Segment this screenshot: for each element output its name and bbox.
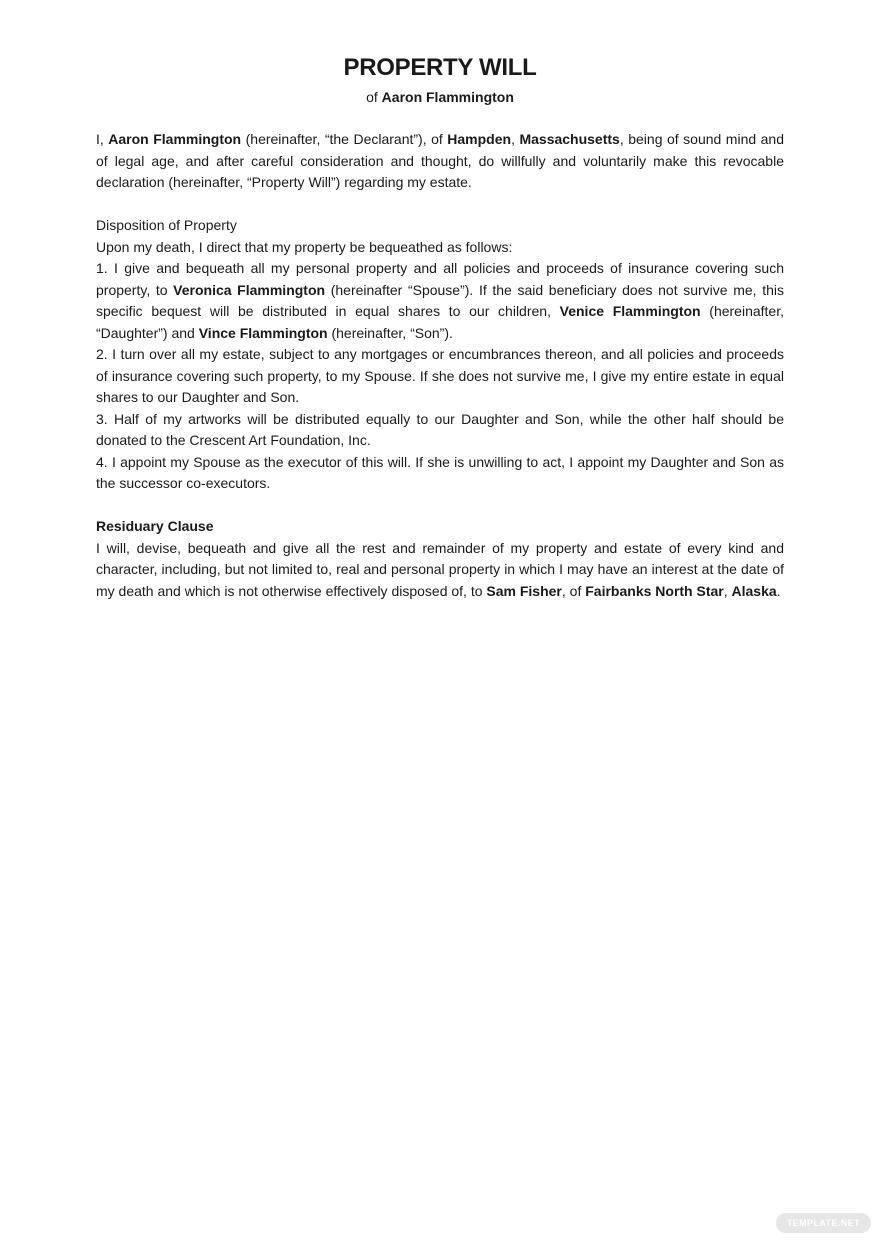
item1-text-2: (hereinafter “Spouse”). If the said beneficiary does not survive me, this specific bequest will be distributed in equal shares to our children, — [96, 281, 784, 319]
subtitle-prefix: of — [366, 89, 382, 105]
disposition-item-3: 3. Half of my artworks will be distributed equally to our Daughter and Son, while the other half should be donated to the Crescent Art Foundation, Inc. — [96, 410, 784, 448]
testator-name: Aaron Flammington — [381, 89, 514, 105]
residuary-text-2: , of — [561, 582, 586, 599]
intro-paragraph — [96, 129, 784, 194]
residuary-heading: Residuary Clause — [96, 518, 214, 534]
intro-text-3: , — [511, 131, 520, 147]
item1-text-1: 1. I give and bequeath all my personal property and all policies and proceeds of insurance covering such property, to — [96, 260, 784, 298]
item1-text-3: (hereinafter, “Daughter”) and — [96, 303, 784, 341]
declarant-state: Massachusetts — [519, 131, 620, 147]
watermark-badge: TEMPLATE.NET — [776, 1213, 871, 1233]
intro-text-2: (hereinafter, “the Declarant”), of — [241, 131, 448, 147]
document-subtitle — [0, 88, 880, 106]
beneficiary-state: Alaska — [731, 582, 777, 599]
disposition-item-4: 4. I appoint my Spouse as the executor of this will. If she is unwilling to act, I appoint my Daughter and Son as the successor co-executors. — [96, 453, 784, 491]
disposition-lead: Upon my death, I direct that my property be bequeathed as follows: — [96, 238, 513, 255]
paragraph-spacer — [96, 194, 784, 216]
residuary-text-3: , — [723, 582, 732, 599]
disposition-heading: Disposition of Property — [96, 217, 237, 233]
spouse-name: Veronica Flammington — [173, 281, 326, 298]
document-body — [96, 129, 784, 602]
residuary-paragraph — [96, 538, 784, 603]
paragraph-spacer — [96, 495, 784, 517]
intro-text-1: I, — [96, 131, 109, 147]
beneficiary-borough: Fairbanks North Star — [585, 582, 724, 599]
residuary-beneficiary: Sam Fisher — [486, 582, 562, 599]
item1-text-4: (hereinafter, “Son”). — [327, 324, 453, 341]
document-title: PROPERTY WILL — [343, 54, 537, 81]
residuary-text-4: . — [776, 582, 781, 599]
disposition-item-2: 2. I turn over all my estate, subject to any mortgages or encumbrances thereon, and all policies and proceeds of insurance covering such property, to my Spouse. If she does not survive me, I give my entire estate in equal shares to our Daughter and Son. — [96, 346, 784, 405]
son-name: Vince Flammington — [198, 324, 328, 341]
daughter-name: Venice Flammington — [559, 303, 701, 319]
declarant-city: Hampden — [447, 131, 512, 147]
intro-text-4: , being of sound mind and of legal age, and after careful consideration and thought, do willfully and voluntarily make this revocable declaration (hereinafter, “Property Will”) regarding my estate. — [96, 131, 785, 190]
disposition-item-1 — [96, 258, 784, 344]
declarant-name: Aaron Flammington — [108, 131, 242, 147]
residuary-text-1: I will, devise, bequeath and give all the rest and remainder of my property and estate of every kind and character, including, but not limited to, real and personal property in which I may have an interest at the date of my death and which is not otherwise effectively disposed of, to — [96, 539, 784, 599]
